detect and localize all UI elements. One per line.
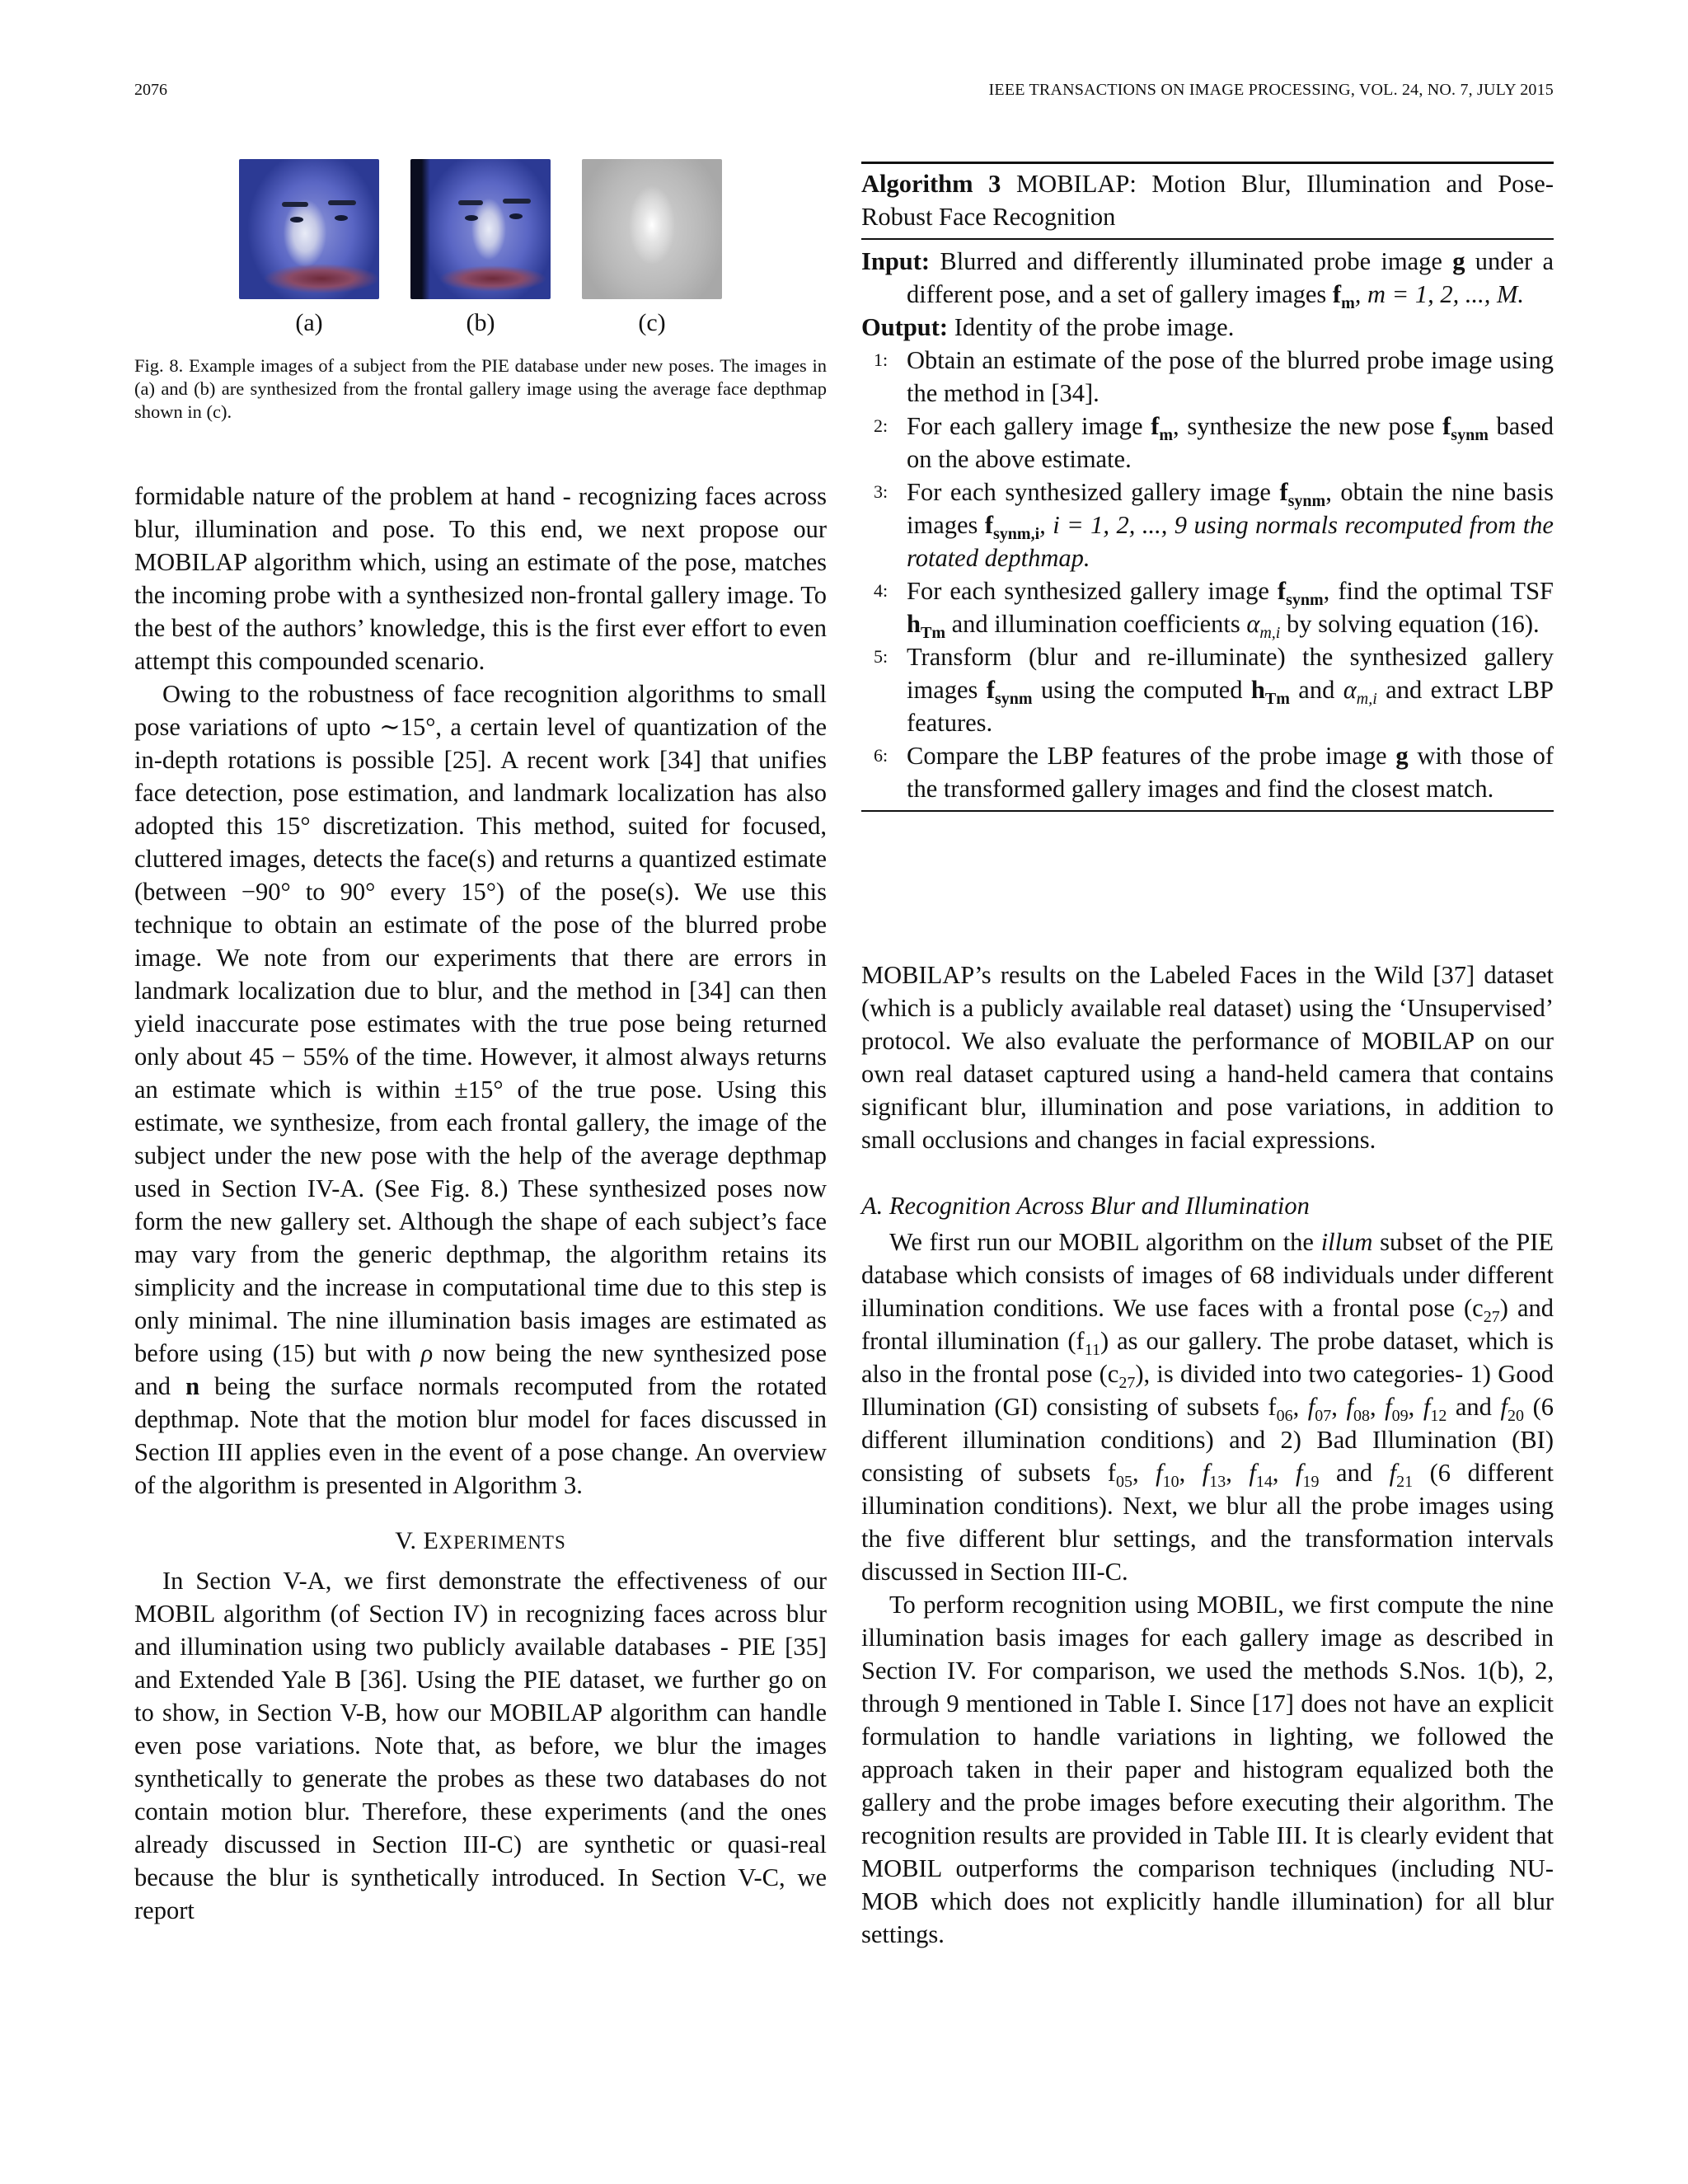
paragraph: Owing to the robustness of face recognition algorithms to small pose variations of upto ∼15°, a certain level of quantization of the in-depth rotations is possible [25]. A recent work [34] that unifies face detection, pose estimation, and landmark localization has also adopted this 15° discretization. This method, suited for focused, cluttered images, detects the face(s) and returns a quantized estimate (between −90° to 90° every 15°) of the pose(s). We use this technique to obtain an estimate of the pose of the blurred probe image. We note from our experiments that there are errors in landmark localization due to blur, and the method in [34] can then yield inaccurate pose estimates with the true pose being returned only about 45 − 55% of the time. However, it almost always returns an estimate which is within ±15° of the true pose. Using this estimate, we synthesize, from each frontal gallery, the image of the subject under the new pose with the help of the average depthmap used in Section IV-A. (See Fig. 8.) These synthesized poses now form the new gallery set. Although the shape of each subject’s face may vary from the generic depthmap, the algorithm retains its simplicity and the increase in computational time due to this step is only minimal. The nine illumination basis images are estimated as before using (15) but with ρ now being the new synthesized pose and n being the surface normals recomputed from the rotated depthmap. Note that the motion blur model for faces discussed in Section III applies even in the event of a pose change. An overview of the algorithm is presented in Algorithm 3. bbox=[134, 680, 827, 1499]
algorithm-title: Algorithm 3 MOBILAP: Motion Blur, Illumination and Pose-Robust Face Recognition bbox=[861, 170, 1554, 231]
figure-caption: Fig. 8. Example images of a subject from the PIE database under new poses. The images in (a) and (b) are synthesized from the frontal gallery image using the average face depthmap shown in (c). bbox=[134, 355, 827, 422]
right-column bbox=[861, 958, 1554, 1951]
left-column bbox=[134, 480, 827, 1927]
figure-8 bbox=[239, 159, 725, 349]
average-depthmap-image bbox=[582, 159, 722, 299]
figure-label-b: (b) bbox=[466, 309, 495, 336]
face-feature bbox=[503, 199, 531, 204]
subsection-heading: A. Recognition Across Blur and Illumination bbox=[861, 1192, 1310, 1220]
algorithm-step: 3: For each synthesized gallery image $f_{synm}$, obtain the nine basis images $f_{synm,i}$, i = 1, 2, ..., 9 using normals recomputed from the rotated depthmap. bbox=[874, 478, 1554, 572]
algorithm-step: 4: For each synthesized gallery image $f_{synm}$, find the optimal TSF $h_{Tm}$ and illumination coefficients $\alpha_{m,i}$ by solving equation (16). bbox=[874, 577, 1554, 643]
paragraph: We first run our MOBIL algorithm on the illum subset of the PIE database which consists of images of 68 individuals under different illumination conditions. We use faces with a frontal pose $(c_{27})$ and frontal illumination $(f_{11})$ as our gallery. The probe dataset, which is also in the frontal pose $(c_{27})$, is divided into two categories- 1) Good Illumination (GI) consisting of subsets $f_{06}$, $f_{07}$, $f_{08}$, $f_{09}$, $f_{12}$ and $f_{20}$ (6 different illumination conditions) and 2) Bad Illumination (BI) consisting of subsets $f_{05}$, $f_{10}$, $f_{13}$, $f_{14}$, $f_{19}$ and $f_{21}$ (6 different illumination conditions). Next, we blur all the probe images using the five different blur settings, and the transformation intervals discussed in Section III-C. bbox=[861, 1228, 1554, 1586]
rule bbox=[861, 238, 1554, 240]
algorithm-output: Output: Identity of the probe image. bbox=[861, 313, 1235, 341]
face-feature bbox=[290, 217, 303, 223]
algorithm-input: Input: Blurred and differently illuminated probe image g under a different pose, and a set of gallery images $f_m$, m = 1, 2, ..., M. bbox=[861, 247, 1554, 313]
figure-label-a: (a) bbox=[295, 309, 323, 336]
journal-title: IEEE TRANSACTIONS ON IMAGE PROCESSING, VOL. 24, NO. 7, JULY 2015 bbox=[988, 81, 1554, 99]
face-feature bbox=[328, 200, 356, 205]
face-feature bbox=[335, 215, 348, 221]
algorithm-step: 2: For each gallery image $f_m$, synthesize the new pose $f_{synm}$ based on the above estimate. bbox=[874, 412, 1554, 473]
algorithm-step: 5: Transform (blur and re-illuminate) the synthesized gallery images $f_{synm}$ using the computed $h_{Tm}$ and $\alpha_{m,i}$ and extract LBP features. bbox=[874, 643, 1554, 737]
paragraph: formidable nature of the problem at hand - recognizing faces across blur, illumination and pose. To this end, we next propose our MOBILAP algorithm which, using an estimate of the pose, matches the incoming probe with a synthesized non-frontal gallery image. To the best of the authors’ knowledge, this is the first ever effort to even attempt this compounded scenario. bbox=[134, 482, 827, 675]
figure-label-c: (c) bbox=[638, 309, 666, 336]
algorithm-steps bbox=[861, 344, 1554, 805]
paragraph: MOBILAP’s results on the Labeled Faces in the Wild [37] dataset (which is a publicly available real dataset) using the ‘Unsupervised’ protocol. We also evaluate the performance of MOBILAP on our own real dataset captured using a hand-held camera that contains significant blur, illumination and pose variations, in addition to small occlusions and changes in facial expressions. bbox=[861, 961, 1554, 1154]
face-feature bbox=[465, 215, 478, 221]
synthesized-face-image-a bbox=[239, 159, 379, 299]
face-feature bbox=[282, 202, 308, 207]
algorithm-io bbox=[861, 245, 1554, 344]
paragraph: In Section V-A, we first demonstrate the effectiveness of our MOBIL algorithm (of Section IV) in recognizing faces across blur and illumination using two publicly available databases - PIE [35] and Extended Yale B [36]. Using the PIE dataset, we further go on to show, in Section V-B, how our MOBILAP algorithm can handle even pose variations. Note that, as before, we blur the images synthetically to generate the probes as these two databases do not contain motion blur. Therefore, these experiments (and the ones already discussed in Section III-C) are synthetic or quasi-real because the blur is synthetically introduced. In Section V-C, we report bbox=[134, 1567, 827, 1924]
synthesized-face-image-b bbox=[410, 159, 551, 299]
paragraph: To perform recognition using MOBIL, we first compute the nine illumination basis images for each gallery image as described in Section IV. For comparison, we used the methods S.Nos. 1(b), 2, through 9 mentioned in Table I. Since [17] does not have an explicit formulation to handle variations in lighting, we followed the approach taken in their paper and histogram equalized both the gallery and the probe images before executing their algorithm. The recognition results are provided in Table III. It is clearly evident that MOBIL outperforms the comparison techniques (including NU-MOB which does not explicitly handle illumination) for all blur settings. bbox=[861, 1591, 1554, 1948]
algorithm-step: 6: Compare the LBP features of the probe image g with those of the transformed gallery images and find the closest match. bbox=[874, 742, 1554, 803]
page-number: 2076 bbox=[134, 81, 167, 99]
face-feature bbox=[509, 213, 523, 219]
algorithm-step: 1: Obtain an estimate of the pose of the blurred probe image using the method in [34]. bbox=[874, 346, 1554, 407]
algorithm-box bbox=[861, 162, 1554, 812]
running-header bbox=[134, 81, 1554, 109]
section-heading: V. EXPERIMENTS bbox=[395, 1527, 566, 1554]
rule bbox=[861, 810, 1554, 812]
face-feature bbox=[458, 200, 483, 205]
